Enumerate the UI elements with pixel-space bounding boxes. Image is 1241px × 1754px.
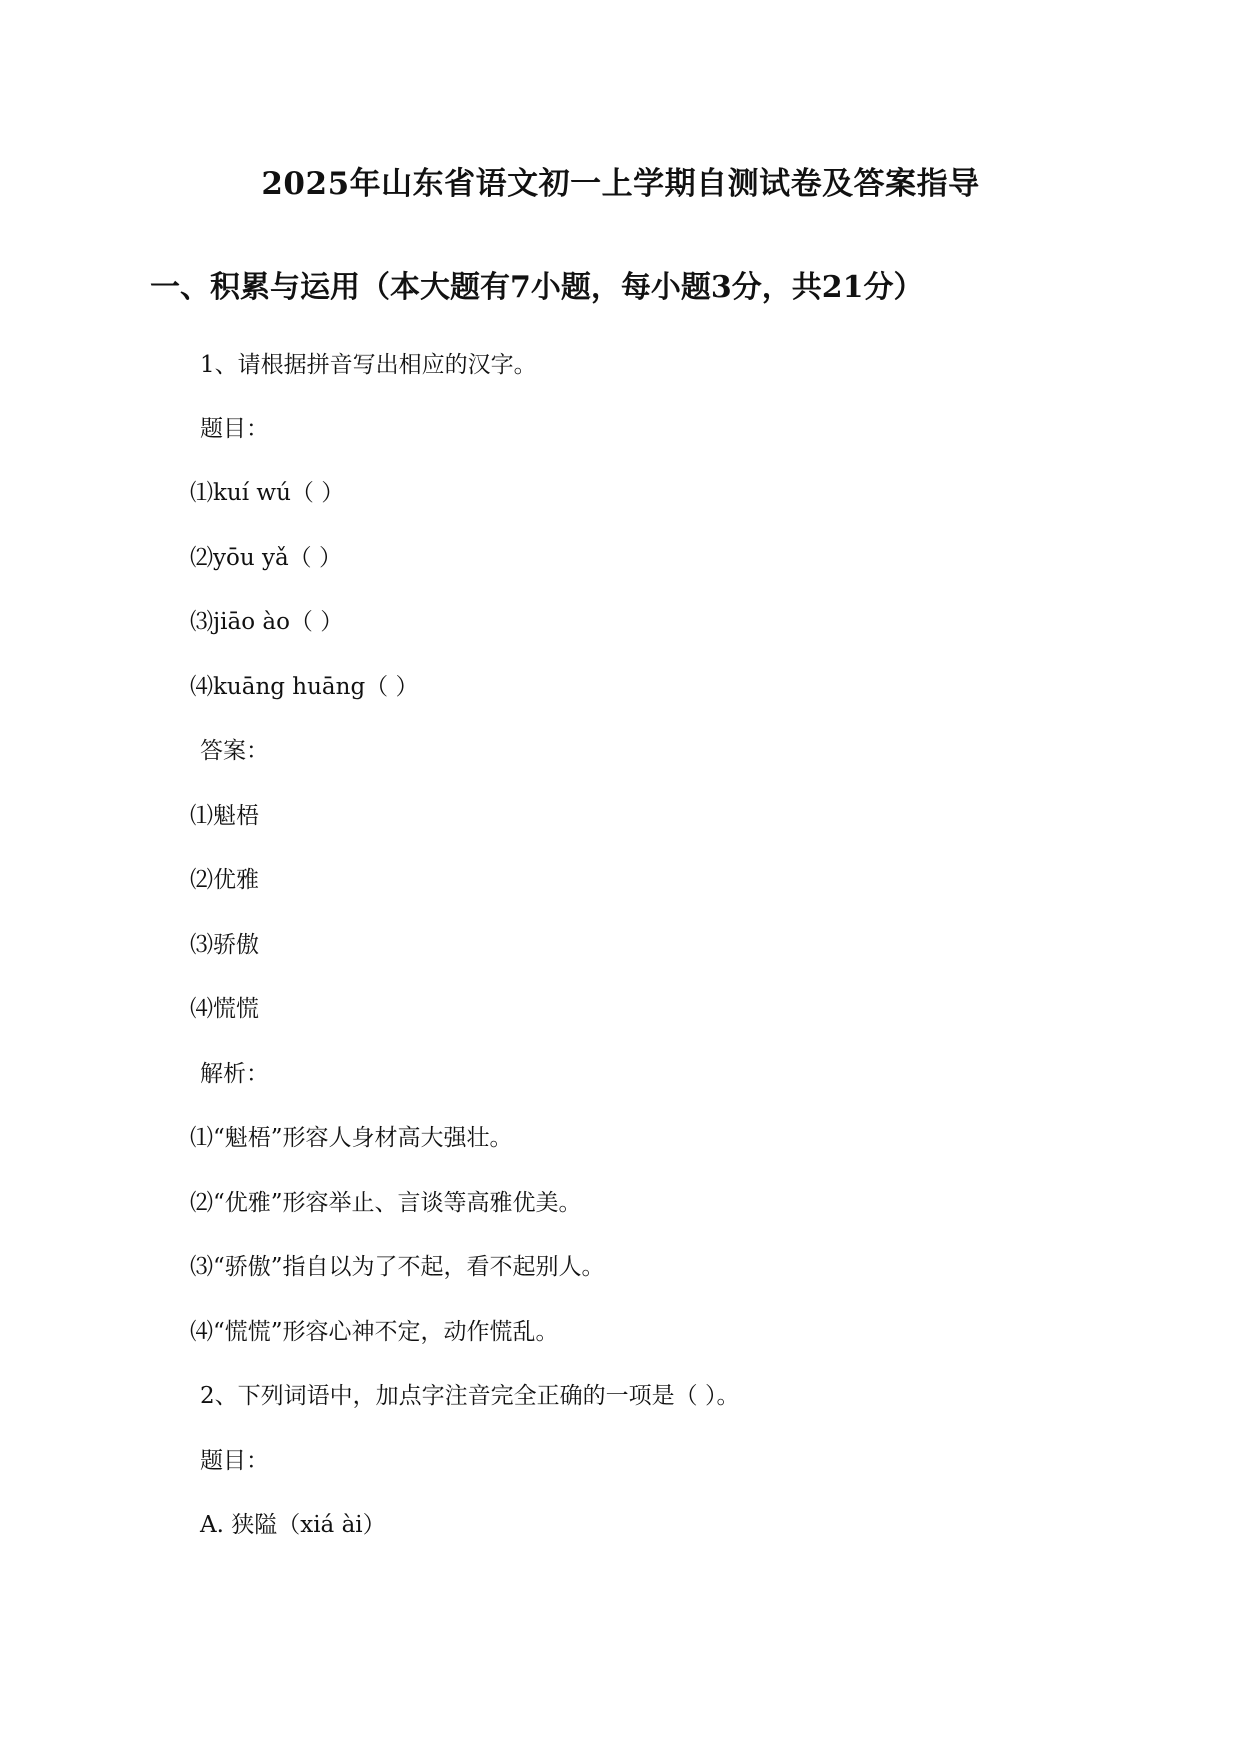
question-item: ⑶jiāo ào（ ） xyxy=(190,609,344,635)
answer-item: ⑵优雅 xyxy=(190,867,259,893)
question-item: ⑵yōu yǎ（ ） xyxy=(190,545,342,571)
answer-item: ⑶骄傲 xyxy=(190,932,259,958)
question-2-prompt: 2、下列词语中，加点字注音完全正确的一项是（ ）。 xyxy=(200,1383,740,1409)
answer-item: ⑴魁梧 xyxy=(190,803,259,829)
analysis-item: ⑴“魁梧”形容人身材高大强壮。 xyxy=(190,1125,513,1151)
question-label: 题目： xyxy=(200,416,269,442)
question-item: ⑴kuí wú（ ） xyxy=(190,480,345,506)
option-a: A. 狭隘（xiá ài） xyxy=(200,1512,386,1538)
section-heading: 一、积累与运用（本大题有7小题，每小题3分，共21分） xyxy=(150,270,924,305)
analysis-item: ⑶“骄傲”指自以为了不起，看不起别人。 xyxy=(190,1254,605,1280)
question-1-prompt: 1、请根据拼音写出相应的汉字。 xyxy=(200,352,537,378)
analysis-item: ⑷“慌慌”形容心神不定，动作慌乱。 xyxy=(190,1319,559,1345)
answer-label: 答案： xyxy=(200,738,269,764)
document-title: 2025年山东省语文初一上学期自测试卷及答案指导 xyxy=(261,166,980,202)
question-item: ⑷kuāng huāng（ ） xyxy=(190,674,419,700)
question-label: 题目： xyxy=(200,1448,269,1474)
analysis-item: ⑵“优雅”形容举止、言谈等高雅优美。 xyxy=(190,1190,582,1216)
analysis-label: 解析： xyxy=(200,1061,269,1087)
answer-item: ⑷慌慌 xyxy=(190,996,259,1022)
